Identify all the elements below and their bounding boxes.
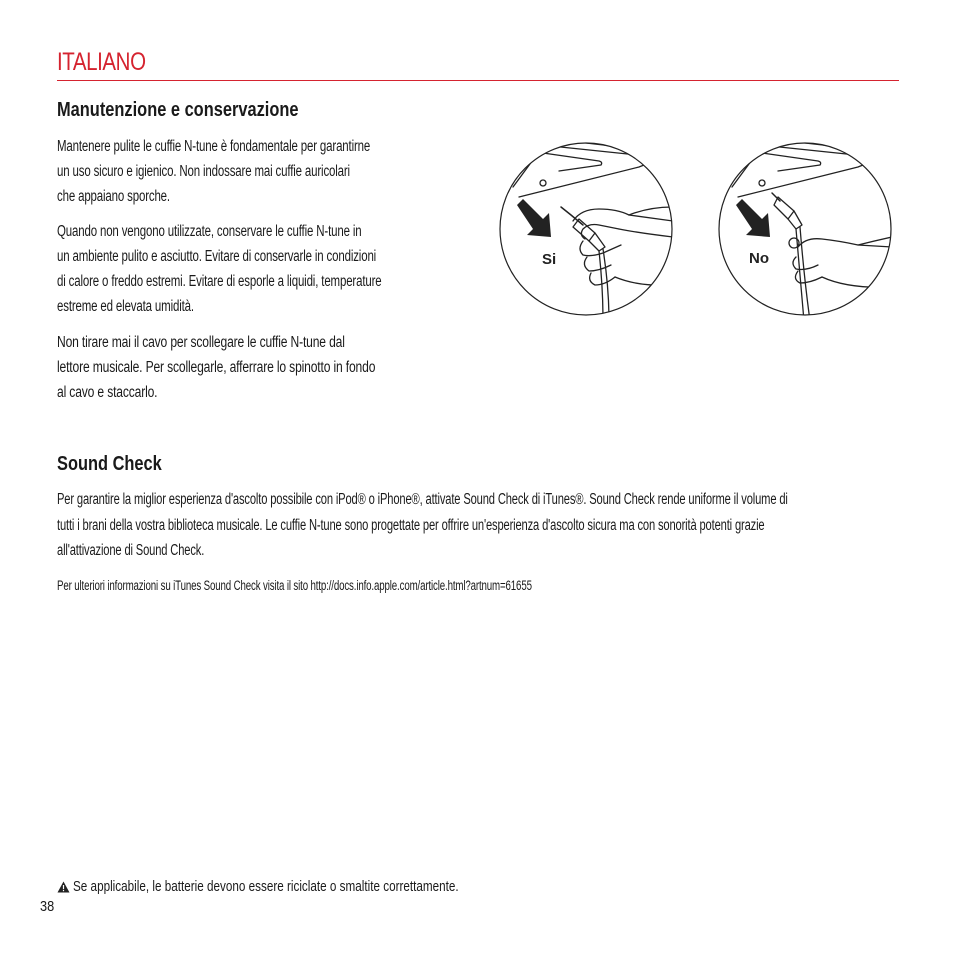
text-line: Quando non vengono utilizzate, conservare le cuffie N-tune in — [57, 223, 362, 240]
text-line: lettore musicale. Per scollegarle, afferrare lo spinotto in fondo — [57, 359, 376, 376]
warning-triangle-icon — [57, 881, 70, 893]
unplug-wrong-illustration — [718, 137, 892, 321]
text-line: Mantenere pulite le cuffie N-tune è fondamentale per garantirne — [57, 138, 371, 155]
language-title: ITALIANO — [57, 48, 146, 76]
text-line: Non tirare mai il cavo per scollegare le cuffie N-tune dal — [57, 334, 345, 351]
wrong-label: No — [749, 250, 769, 267]
text-line: un ambiente pulito e asciutto. Evitare di conservarle in condizioni — [57, 248, 377, 265]
battery-note — [57, 878, 567, 895]
correct-label: Si — [542, 251, 557, 268]
more-info-text: Per ulteriori informazioni su iTunes Sound Check visita il sito http://docs.info.apple.com/article.html?artnum=61655 — [57, 578, 532, 593]
text-line: un uso sicuro e igienico. Non indossare mai cuffie auricolari — [57, 163, 350, 180]
battery-note-text: Se applicabile, le batterie devono essere riciclate o smaltite correttamente. — [73, 878, 459, 895]
text-line: all'attivazione di Sound Check. — [57, 542, 205, 559]
page-number: 38 — [40, 898, 55, 915]
text-line: estreme ed elevata umidità. — [57, 298, 194, 315]
text-line: che appaiano sporche. — [57, 188, 170, 205]
text-line: Per garantire la miglior esperienza d'ascolto possibile con iPod® o iPhone®, attivate Sound Check di iTunes®. Sound Check rende uniforme il volume di — [57, 491, 788, 508]
unplug-correct-illustration — [499, 137, 673, 321]
text-line: tutti i brani della vostra biblioteca musicale. Le cuffie N-tune sono progettate per offrire un'esperienza d'ascolto sicura ma con sonorità potenti grazie — [57, 517, 765, 534]
header-rule — [57, 80, 899, 81]
sound-check-heading: Sound Check — [57, 453, 162, 475]
text-line: di calore o freddo estremi. Evitare di esporle a liquidi, temperature — [57, 273, 382, 290]
text-line: al cavo e staccarlo. — [57, 384, 158, 401]
maintenance-heading: Manutenzione e conservazione — [57, 99, 299, 121]
